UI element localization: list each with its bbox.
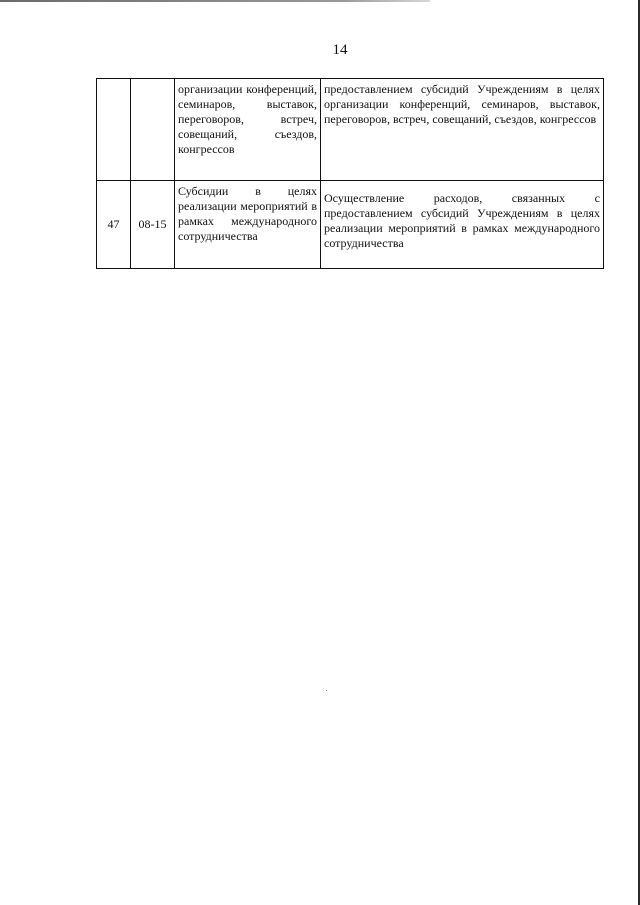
row-name-cell: Субсидии в целях реализации мероприятий в рамках международного сотрудничества bbox=[175, 181, 321, 269]
row-number-cell: 47 bbox=[97, 181, 131, 269]
row-code-cell bbox=[131, 79, 175, 181]
scan-artifact-top-line bbox=[0, 0, 430, 2]
row-name-cell: организации конференций, семинаров, выставок, переговоров, встреч, совещаний, съездов, конгрессов bbox=[175, 79, 321, 181]
scan-speck bbox=[326, 690, 327, 691]
table-row bbox=[97, 79, 604, 181]
row-code-cell: 08-15 bbox=[131, 181, 175, 269]
page-number: 14 bbox=[332, 42, 348, 58]
table-row bbox=[97, 181, 604, 269]
row-description-cell: предоставлением субсидий Учреждениям в целях организации конференций, семинаров, выставок, переговоров, встреч, совещаний, съездов, конгрессов bbox=[321, 79, 604, 181]
row-description-cell: Осуществление расходов, связанных с предоставлением субсидий Учреждениям в целях реализации мероприятий в рамках международного сотрудничества bbox=[321, 181, 604, 269]
classification-table bbox=[96, 78, 604, 269]
row-number-cell bbox=[97, 79, 131, 181]
